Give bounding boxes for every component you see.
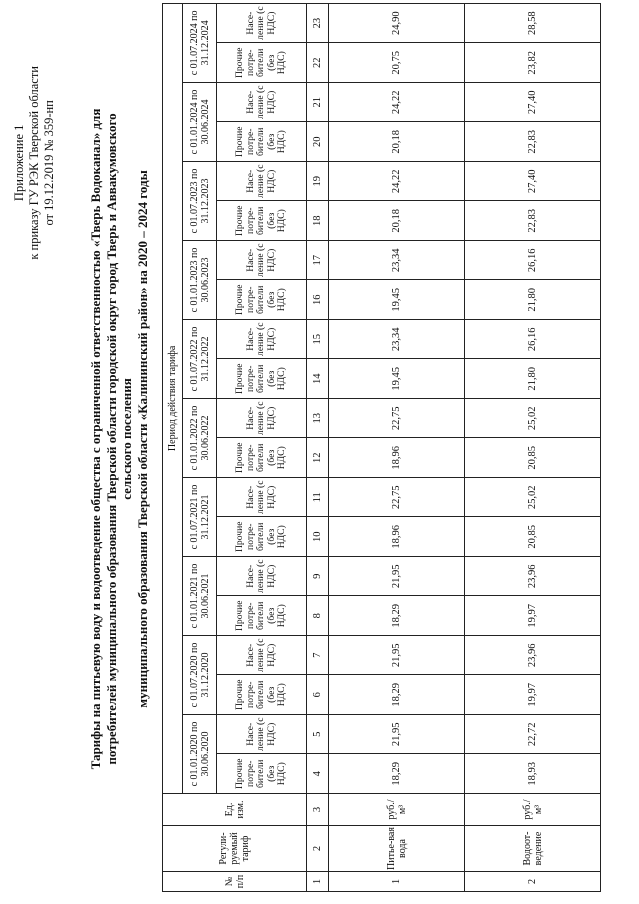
column-number: 4 bbox=[307, 754, 329, 794]
tariff-value: 19,45 bbox=[329, 280, 465, 320]
appendix-order: к приказу ГУ РЭК Тверской области bbox=[27, 66, 41, 260]
header-other-consumers: Прочие потре-бители (без НДС) bbox=[217, 201, 307, 241]
header-period: с 01.07.2020 по 31.12.2020 bbox=[183, 636, 217, 715]
tariff-value: 22,75 bbox=[329, 399, 465, 439]
tariff-value: 22,83 bbox=[465, 122, 601, 162]
tariff-value: 26,16 bbox=[465, 241, 601, 281]
header-period: с 01.01.2020 по 30.06.2020 bbox=[183, 715, 217, 794]
column-number: 6 bbox=[307, 675, 329, 715]
tariff-value: 20,18 bbox=[329, 201, 465, 241]
column-number: 18 bbox=[307, 201, 329, 241]
header-other-consumers: Прочие потре-бители (без НДС) bbox=[217, 122, 307, 162]
header-period: с 01.07.2021 по 31.12.2021 bbox=[183, 478, 217, 557]
header-population: Насе-ление (с НДС) bbox=[217, 3, 307, 43]
tariff-value: 26,16 bbox=[465, 320, 601, 360]
tariff-value: 23,96 bbox=[465, 557, 601, 597]
header-other-consumers: Прочие потре-бители (без НДС) bbox=[217, 438, 307, 478]
header-period-label: Период действия тарифа bbox=[163, 3, 183, 793]
tariff-value: 23,82 bbox=[465, 43, 601, 83]
tariff-value: 21,95 bbox=[329, 636, 465, 676]
tariff-value: 22,72 bbox=[465, 715, 601, 755]
appendix-date: от 19.12.2019 № 359-нп bbox=[42, 100, 56, 226]
header-population: Насе-ление (с НДС) bbox=[217, 478, 307, 518]
header-other-consumers: Прочие потре-бители (без НДС) bbox=[217, 517, 307, 557]
column-number: 8 bbox=[307, 596, 329, 636]
tariff-value: 23,34 bbox=[329, 320, 465, 360]
header-period: с 01.01.2023 по 30.06.2023 bbox=[183, 241, 217, 320]
column-number: 21 bbox=[307, 83, 329, 123]
tariff-value: 20,85 bbox=[465, 438, 601, 478]
column-number: 1 bbox=[307, 872, 329, 892]
tariff-value: 21,95 bbox=[329, 557, 465, 597]
header-period: с 01.01.2022 по 30.06.2022 bbox=[183, 399, 217, 478]
header-population: Насе-ление (с НДС) bbox=[217, 636, 307, 676]
column-number: 10 bbox=[307, 517, 329, 557]
tariff-value: 18,29 bbox=[329, 754, 465, 794]
column-number: 7 bbox=[307, 636, 329, 676]
tariff-value: 18,96 bbox=[329, 438, 465, 478]
tariffs-table bbox=[162, 3, 601, 892]
column-number: 19 bbox=[307, 162, 329, 202]
row-tariff-name: Водоот-ведение bbox=[465, 826, 601, 872]
table-row bbox=[329, 3, 465, 891]
header-tariff: Регули-руемый тариф bbox=[163, 826, 307, 872]
tariff-value: 19,97 bbox=[465, 596, 601, 636]
tariff-value: 21,95 bbox=[329, 715, 465, 755]
tariff-value: 18,29 bbox=[329, 675, 465, 715]
header-population: Насе-ление (с НДС) bbox=[217, 241, 307, 281]
header-unit: Ед. изм. bbox=[163, 794, 307, 826]
document-title bbox=[88, 94, 150, 784]
tariff-value: 18,96 bbox=[329, 517, 465, 557]
column-number: 9 bbox=[307, 557, 329, 597]
row-unit: руб./м³ bbox=[329, 794, 465, 826]
header-other-consumers: Прочие потре-бители (без НДС) bbox=[217, 754, 307, 794]
header-population: Насе-ление (с НДС) bbox=[217, 399, 307, 439]
title-line-2: потребителей муниципального образования Тверской области городской округ город Тверь и Аввакумовского сельского поселения bbox=[103, 113, 134, 765]
column-number: 3 bbox=[307, 794, 329, 826]
column-number: 12 bbox=[307, 438, 329, 478]
tariff-value: 19,45 bbox=[329, 359, 465, 399]
column-number: 15 bbox=[307, 320, 329, 360]
tariff-value: 25,02 bbox=[465, 399, 601, 439]
title-line-1: Тарифы на питьевую воду и водоотведение общества с ограниченной ответственностью «Тверь Водоканал» для bbox=[88, 108, 103, 770]
column-number: 14 bbox=[307, 359, 329, 399]
column-number: 13 bbox=[307, 399, 329, 439]
row-number: 1 bbox=[329, 872, 465, 892]
tariff-value: 18,93 bbox=[465, 754, 601, 794]
header-other-consumers: Прочие потре-бители (без НДС) bbox=[217, 675, 307, 715]
header-period: с 01.01.2024 по 30.06.2024 bbox=[183, 83, 217, 162]
header-population: Насе-ление (с НДС) bbox=[217, 320, 307, 360]
header-period: с 01.01.2021 по 30.06.2021 bbox=[183, 557, 217, 636]
tariff-value: 23,34 bbox=[329, 241, 465, 281]
tariff-value: 21,80 bbox=[465, 280, 601, 320]
column-number: 11 bbox=[307, 478, 329, 518]
row-unit: руб./м³ bbox=[465, 794, 601, 826]
header-population: Насе-ление (с НДС) bbox=[217, 162, 307, 202]
tariff-value: 27,40 bbox=[465, 162, 601, 202]
tariff-value: 23,96 bbox=[465, 636, 601, 676]
column-number: 2 bbox=[307, 826, 329, 872]
tariff-value: 20,85 bbox=[465, 517, 601, 557]
column-number: 22 bbox=[307, 43, 329, 83]
column-number: 20 bbox=[307, 122, 329, 162]
tariff-value: 25,02 bbox=[465, 478, 601, 518]
tariff-value: 28,58 bbox=[465, 3, 601, 43]
header-period: с 01.07.2023 по 31.12.2023 bbox=[183, 162, 217, 241]
header-period: с 01.07.2024 по 31.12.2024 bbox=[183, 3, 217, 82]
tariff-value: 27,40 bbox=[465, 83, 601, 123]
column-number: 16 bbox=[307, 280, 329, 320]
header-other-consumers: Прочие потре-бители (без НДС) bbox=[217, 280, 307, 320]
row-number: 2 bbox=[465, 872, 601, 892]
column-number: 17 bbox=[307, 241, 329, 281]
tariff-value: 22,75 bbox=[329, 478, 465, 518]
row-tariff-name: Питье-вая вода bbox=[329, 826, 465, 872]
title-line-3: муниципального образования Тверской области «Калининский район» на 2020 – 2024 годы bbox=[134, 170, 150, 708]
tariff-value: 24,22 bbox=[329, 162, 465, 202]
column-number: 23 bbox=[307, 3, 329, 43]
tariff-value: 21,80 bbox=[465, 359, 601, 399]
header-period: с 01.07.2022 по 31.12.2022 bbox=[183, 320, 217, 399]
header-population: Насе-ление (с НДС) bbox=[217, 83, 307, 123]
appendix-block bbox=[12, 66, 57, 260]
tariff-value: 18,29 bbox=[329, 596, 465, 636]
header-other-consumers: Прочие потре-бители (без НДС) bbox=[217, 596, 307, 636]
tariff-value: 20,75 bbox=[329, 43, 465, 83]
appendix-title: Приложение 1 bbox=[12, 124, 26, 202]
column-number: 5 bbox=[307, 715, 329, 755]
table-row bbox=[465, 3, 601, 891]
header-population: Насе-ление (с НДС) bbox=[217, 557, 307, 597]
header-population: Насе-ление (с НДС) bbox=[217, 715, 307, 755]
header-other-consumers: Прочие потре-бители (без НДС) bbox=[217, 359, 307, 399]
tariff-value: 24,90 bbox=[329, 3, 465, 43]
tariff-value: 22,83 bbox=[465, 201, 601, 241]
tariff-value: 24,22 bbox=[329, 83, 465, 123]
header-other-consumers: Прочие потре-бители (без НДС) bbox=[217, 43, 307, 83]
header-num: № п/п bbox=[163, 872, 307, 892]
tariff-value: 19,97 bbox=[465, 675, 601, 715]
tariff-value: 20,18 bbox=[329, 122, 465, 162]
